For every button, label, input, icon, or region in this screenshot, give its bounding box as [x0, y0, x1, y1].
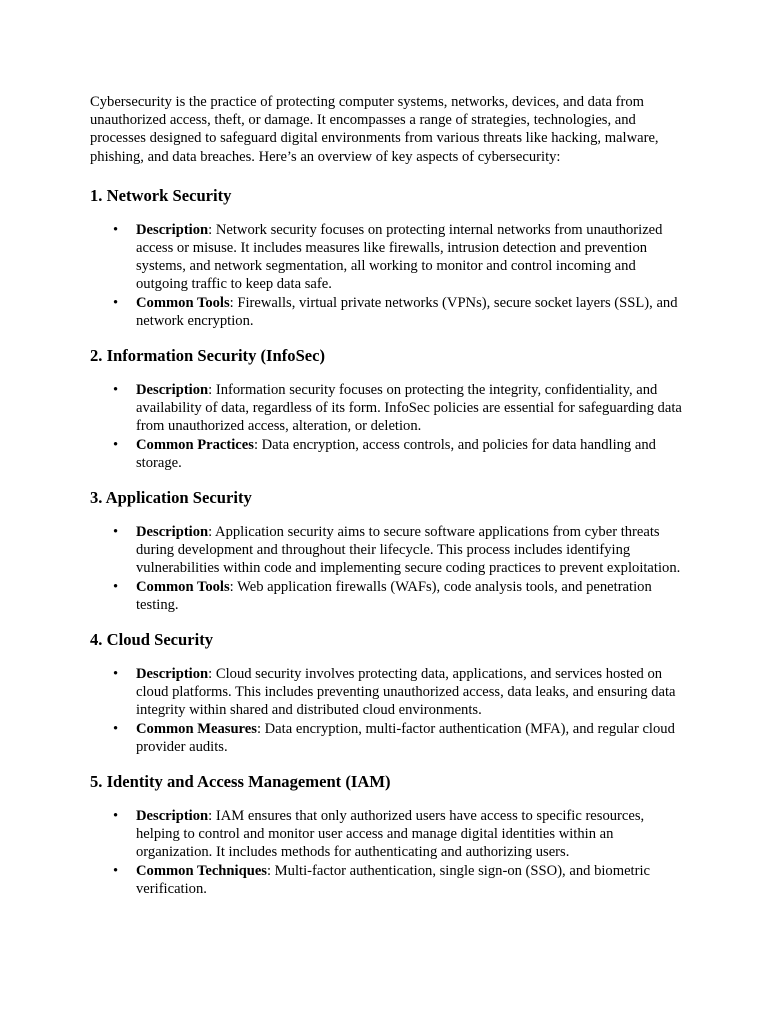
section-heading-application-security: 3. Application Security	[90, 488, 252, 508]
item-text: : Data encryption, access controls, and policies for data handling and storage.	[136, 436, 656, 471]
bullet-icon: •	[113, 720, 119, 737]
item-text: : Cloud security involves protecting data, applications, and services hosted on cloud platforms. This includes preventing unauthorized access, data leaks, and ensuring data integrity within shared and distributed cloud environments.	[136, 666, 676, 719]
item-text: : Application security aims to secure software applications from cyber threats during development and throughout their lifecycle. This process includes identifying vulnerabilities within code and implementing secure coding practices to prevent exploitation.	[136, 524, 681, 577]
bullet-icon: •	[113, 578, 119, 595]
section-list-cloud-security	[90, 665, 690, 756]
section-list-identity-access-management	[90, 807, 690, 898]
item-text: : Multi-factor authentication, single sign-on (SSO), and biometric verification.	[136, 862, 650, 897]
item-text: : Information security focuses on protecting the integrity, confidentiality, and availability of data, regardless of its form. InfoSec policies are essential for safeguarding data from unauthorized access, alteration, or deletion.	[136, 382, 682, 435]
section-heading-cloud-security: 4. Cloud Security	[90, 630, 214, 650]
item-term: Common Measures	[136, 720, 257, 737]
item-text: : Web application firewalls (WAFs), code analysis tools, and penetration testing.	[136, 578, 652, 613]
list-item	[90, 294, 690, 330]
item-text: : Firewalls, virtual private networks (VPNs), secure socket layers (SSL), and network encryption.	[136, 294, 678, 329]
list-item	[90, 720, 690, 756]
list-item	[90, 807, 690, 862]
bullet-icon: •	[113, 808, 119, 825]
section-heading-network-security: 1. Network Security	[90, 185, 232, 205]
bullet-icon: •	[113, 221, 119, 238]
item-text: : Network security focuses on protecting internal networks from unauthorized access or misuse. It includes measures like firewalls, intrusion detection and prevention systems, and network segmentation, all working to monitor and control incoming and outgoing traffic to keep data safe.	[136, 221, 663, 293]
item-term: Description	[136, 666, 209, 683]
section-heading-information-security: 2. Information Security (InfoSec)	[90, 346, 326, 366]
bullet-icon: •	[113, 382, 119, 399]
item-term: Common Tools	[136, 294, 230, 311]
intro-paragraph: Cybersecurity is the practice of protecting computer systems, networks, devices, and data from unauthorized access, theft, or damage. It encompasses a range of strategies, technologies, and processes designed to safeguard digital environments from various threats like hacking, malware, phishing, and data breaches. Here’s an overview of key aspects of cybersecurity:	[90, 94, 659, 165]
list-item	[90, 862, 690, 898]
bullet-icon: •	[113, 666, 119, 683]
item-term: Common Techniques	[136, 862, 267, 879]
list-item	[90, 436, 690, 472]
list-item	[90, 665, 690, 720]
item-term: Description	[136, 382, 209, 399]
item-text: : Data encryption, multi-factor authentication (MFA), and regular cloud provider audits.	[136, 720, 675, 755]
document-page	[90, 93, 690, 914]
bullet-icon: •	[113, 294, 119, 311]
section-list-application-security	[90, 523, 690, 614]
list-item	[90, 381, 690, 436]
section-heading-identity-access-management: 5. Identity and Access Management (IAM)	[90, 772, 391, 792]
item-term: Description	[136, 808, 209, 825]
item-term: Description	[136, 524, 209, 541]
list-item	[90, 523, 690, 578]
section-list-network-security	[90, 221, 690, 330]
bullet-icon: •	[113, 862, 119, 879]
item-term: Common Practices	[136, 436, 254, 453]
section-list-information-security	[90, 381, 690, 472]
list-item	[90, 578, 690, 614]
item-text: : IAM ensures that only authorized users have access to specific resources, helping to control and monitor user access and manage digital identities within an organization. It includes methods for authenticating and authorizing users.	[136, 808, 645, 861]
item-term: Description	[136, 221, 209, 238]
item-term: Common Tools	[136, 578, 230, 595]
list-item	[90, 221, 690, 294]
bullet-icon: •	[113, 524, 119, 541]
bullet-icon: •	[113, 436, 119, 453]
